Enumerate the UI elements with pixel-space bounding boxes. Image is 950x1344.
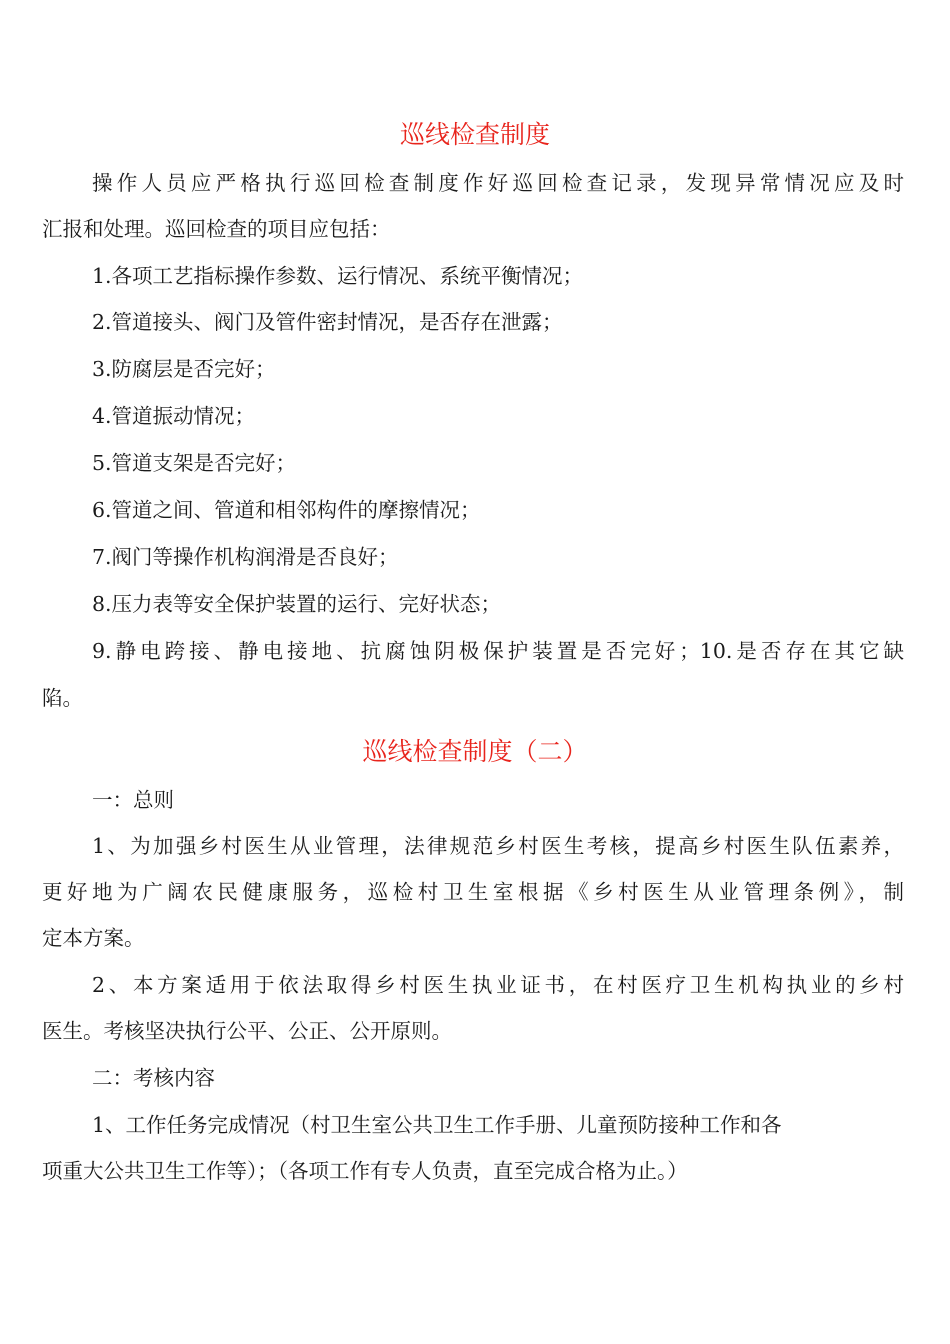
check-item: 9.静电跨接、静电接地、抗腐蚀阴极保护装置是否完好；10.是否存在其它缺: [92, 639, 904, 663]
check-item: 2.管道接头、阀门及管件密封情况，是否存在泄露；: [92, 310, 563, 334]
paragraph-line: 1、工作任务完成情况（村卫生室公共卫生工作手册、儿童预防接种工作和各: [92, 1113, 782, 1137]
check-item: 1.各项工艺指标操作参数、运行情况、系统平衡情况；: [92, 264, 584, 288]
section-heading: 一：总则: [92, 788, 174, 812]
check-item: 6.管道之间、管道和相邻构件的摩擦情况；: [92, 498, 481, 522]
section-heading: 二：考核内容: [92, 1066, 215, 1090]
intro-paragraph-line: 汇报和处理。巡回检查的项目应包括：: [42, 217, 391, 241]
paragraph-line: 1、为加强乡村医生从业管理，法律规范乡村医生考核，提高乡村医生队伍素养，: [92, 834, 904, 858]
paragraph-line: 2、本方案适用于依法取得乡村医生执业证书，在村医疗卫生机构执业的乡村: [92, 973, 904, 997]
check-item: 3.防腐层是否完好；: [92, 357, 276, 381]
paragraph-line: 定本方案。: [42, 926, 145, 950]
paragraph-line: 医生。考核坚决执行公平、公正、公开原则。: [42, 1019, 452, 1043]
check-item: 陷。: [42, 686, 83, 710]
paragraph-line: 更好地为广阔农民健康服务，巡检村卫生室根据《乡村医生从业管理条例》，制: [42, 880, 904, 904]
paragraph-line: 项重大公共卫生工作等）；（各项工作有专人负责，直至完成合格为止。）: [42, 1159, 688, 1183]
check-item: 4.管道振动情况；: [92, 404, 256, 428]
check-item: 8.压力表等安全保护装置的运行、完好状态；: [92, 592, 502, 616]
document-title: 巡线检查制度: [399, 120, 550, 149]
section-title: 巡线检查制度（二）: [362, 737, 588, 766]
intro-paragraph-line: 操作人员应严格执行巡回检查制度作好巡回检查记录，发现异常情况应及时: [92, 171, 904, 195]
check-item: 7.阀门等操作机构润滑是否良好；: [92, 545, 399, 569]
check-item: 5.管道支架是否完好；: [92, 451, 297, 475]
